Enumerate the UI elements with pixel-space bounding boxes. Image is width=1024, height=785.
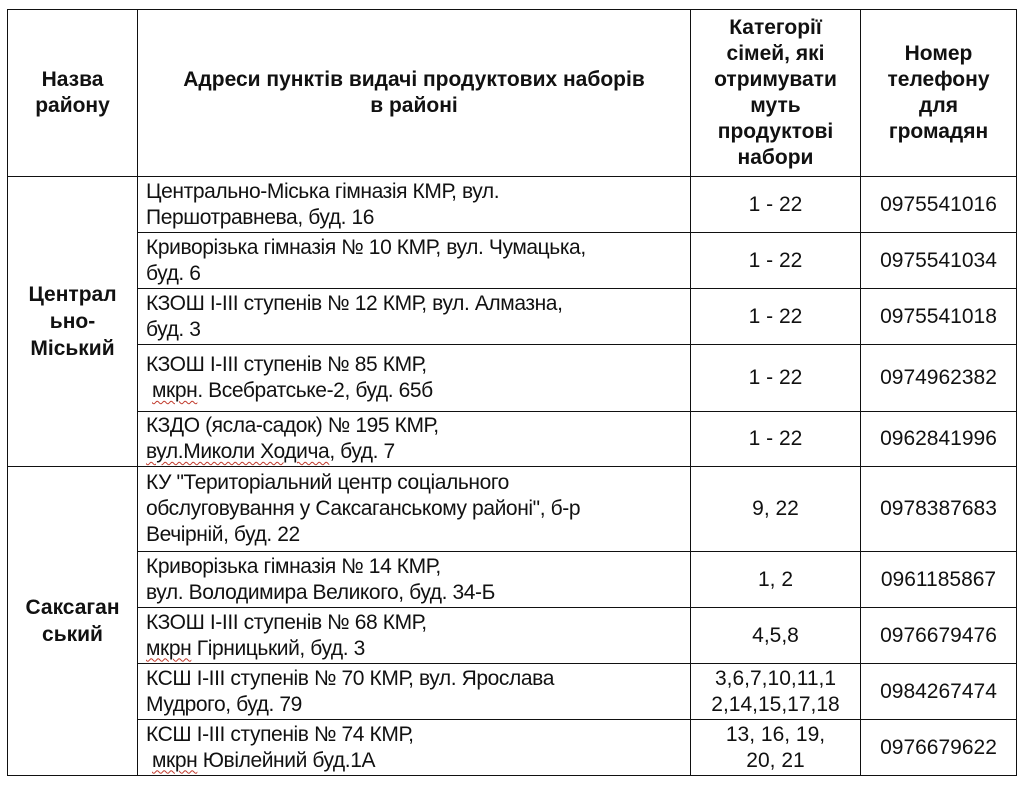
categories-cell (691, 412, 861, 467)
table-row (8, 345, 1017, 412)
address-cell (138, 552, 691, 608)
categories-text: 1 - 22 (748, 304, 803, 328)
phone-number: 0975541034 (880, 248, 997, 272)
address-text: буд. 6 (146, 261, 201, 285)
address-text: , буд. 7 (329, 440, 395, 463)
header-text: в районі (370, 94, 458, 117)
address-text: Криворізька гімназія № 14 КМР, (146, 554, 441, 578)
address-text: КЗОШ І-ІІІ ступенів № 12 КМР, вул. Алмазна, (146, 291, 563, 315)
header-text: телефону (887, 68, 990, 91)
phone-cell (861, 233, 1017, 289)
address-text: КЗДО (ясла-садок) № 195 КМР, (146, 414, 439, 437)
phone-cell (861, 289, 1017, 345)
phone-number: 0961185867 (880, 567, 997, 591)
table-row (8, 608, 1017, 664)
header-text: отримувати (714, 68, 837, 91)
categories-cell (691, 177, 861, 233)
address-text: Криворізька гімназія № 10 КМР, вул. Чумацька, (146, 235, 586, 259)
distribution-points-table (7, 9, 1017, 776)
phone-cell (861, 664, 1017, 720)
phone-cell (861, 345, 1017, 412)
categories-cell (691, 467, 861, 552)
categories-text: 20, 21 (746, 748, 805, 772)
address-text: КЗОШ І-ІІІ ступенів № 85 КМР, (146, 353, 427, 376)
spellcheck-underlined-text: мкрн (152, 379, 198, 402)
address-text: буд. 3 (146, 317, 201, 341)
header-text: муть (750, 94, 801, 117)
categories-text: 13, 16, 19, (725, 722, 826, 746)
header-district (8, 10, 138, 177)
header-text: Категорії (729, 16, 822, 39)
address-text: вул. Володимира Великого, буд. 34-Б (146, 580, 495, 604)
address-text: Центрально-Міська гімназія КМР, вул. (146, 179, 500, 203)
phone-cell (861, 177, 1017, 233)
address-cell (138, 289, 691, 345)
phone-number: 0974962382 (880, 366, 997, 389)
categories-text: 1, 2 (757, 567, 794, 591)
address-cell (138, 233, 691, 289)
district-name: Міський (30, 337, 115, 360)
phone-number: 0975541016 (880, 192, 997, 216)
district-cell (8, 177, 138, 467)
categories-cell (691, 720, 861, 776)
address-text (146, 748, 682, 774)
address-text: Мудрого, буд. 79 (146, 692, 302, 716)
address-text: Першотравнева, буд. 16 (146, 205, 375, 229)
district-name: Саксаган (25, 596, 120, 619)
address-text (146, 378, 682, 404)
district-cell (8, 467, 138, 776)
header-categories (691, 10, 861, 177)
address-text (146, 439, 682, 465)
address-text: обслуговування у Саксаганському районі", б-р (146, 497, 581, 520)
spellcheck-underlined-text: мкрн (146, 636, 192, 660)
phone-number: 0976679476 (880, 623, 997, 647)
address-text: КСШ І-ІІІ ступенів № 74 КМР, (146, 722, 414, 746)
categories-cell (691, 233, 861, 289)
phone-number: 0962841996 (880, 427, 997, 450)
header-row (8, 10, 1017, 177)
header-text: Номер (904, 42, 973, 65)
table-row (8, 552, 1017, 608)
address-cell (138, 412, 691, 467)
address-text: Гірницький, буд. 3 (191, 636, 365, 660)
categories-cell (691, 289, 861, 345)
address-text: Ювілейний буд.1А (197, 748, 376, 772)
address-text (146, 636, 682, 662)
address-text: КЗОШ І-ІІІ ступенів № 68 КМР, (146, 610, 427, 634)
categories-text: 1 - 22 (748, 366, 803, 389)
header-text: Адреси пунктів видачі продуктових наборів (183, 68, 645, 91)
categories-text: 1 - 22 (748, 427, 803, 450)
header-text: району (35, 94, 110, 117)
address-cell (138, 177, 691, 233)
table-row (8, 412, 1017, 467)
district-name: ський (42, 623, 103, 646)
phone-cell (861, 552, 1017, 608)
header-phone (861, 10, 1017, 177)
table-row (8, 233, 1017, 289)
phone-cell (861, 467, 1017, 552)
phone-cell (861, 412, 1017, 467)
address-text: . Всебратське-2, буд. 65б (197, 379, 433, 402)
address-cell (138, 345, 691, 412)
table-row (8, 289, 1017, 345)
phone-number: 0976679622 (880, 735, 997, 759)
categories-cell (691, 664, 861, 720)
district-name: Централ (28, 283, 117, 306)
district-name: ьно- (49, 310, 96, 333)
phone-number: 0984267474 (880, 679, 997, 703)
categories-cell (691, 552, 861, 608)
categories-text: 1 - 22 (748, 248, 803, 272)
header-text: для (919, 94, 958, 117)
address-text: КУ "Територіальний центр соціального (146, 471, 509, 494)
address-cell (138, 720, 691, 776)
categories-text: 1 - 22 (748, 192, 803, 216)
phone-cell (861, 608, 1017, 664)
address-cell (138, 664, 691, 720)
phone-cell (861, 720, 1017, 776)
address-text: КСШ І-ІІІ ступенів № 70 КМР, вул. Ярослава (146, 666, 554, 690)
header-text: громадян (888, 120, 989, 143)
header-text: продуктові (717, 120, 834, 143)
categories-text: 9, 22 (752, 497, 799, 520)
spellcheck-underlined-text: вул.Миколи Ходича (146, 440, 330, 463)
address-text: Вечірній, буд. 22 (146, 523, 300, 546)
table-row (8, 177, 1017, 233)
header-text: Назва (41, 68, 104, 91)
address-cell (138, 467, 691, 552)
header-text: сімей, які (726, 42, 825, 65)
categories-text: 3,6,7,10,11,1 (714, 666, 837, 690)
categories-cell (691, 345, 861, 412)
phone-number: 0975541018 (880, 304, 997, 328)
phone-number: 0978387683 (880, 497, 997, 520)
table-row (8, 664, 1017, 720)
address-cell (138, 608, 691, 664)
table-row (8, 467, 1017, 552)
categories-cell (691, 608, 861, 664)
spellcheck-underlined-text: мкрн (152, 748, 198, 772)
header-text: набори (737, 146, 814, 169)
categories-text: 4,5,8 (752, 623, 799, 647)
categories-text: 2,14,15,17,18 (711, 692, 840, 716)
header-address (138, 10, 691, 177)
table-row (8, 720, 1017, 776)
